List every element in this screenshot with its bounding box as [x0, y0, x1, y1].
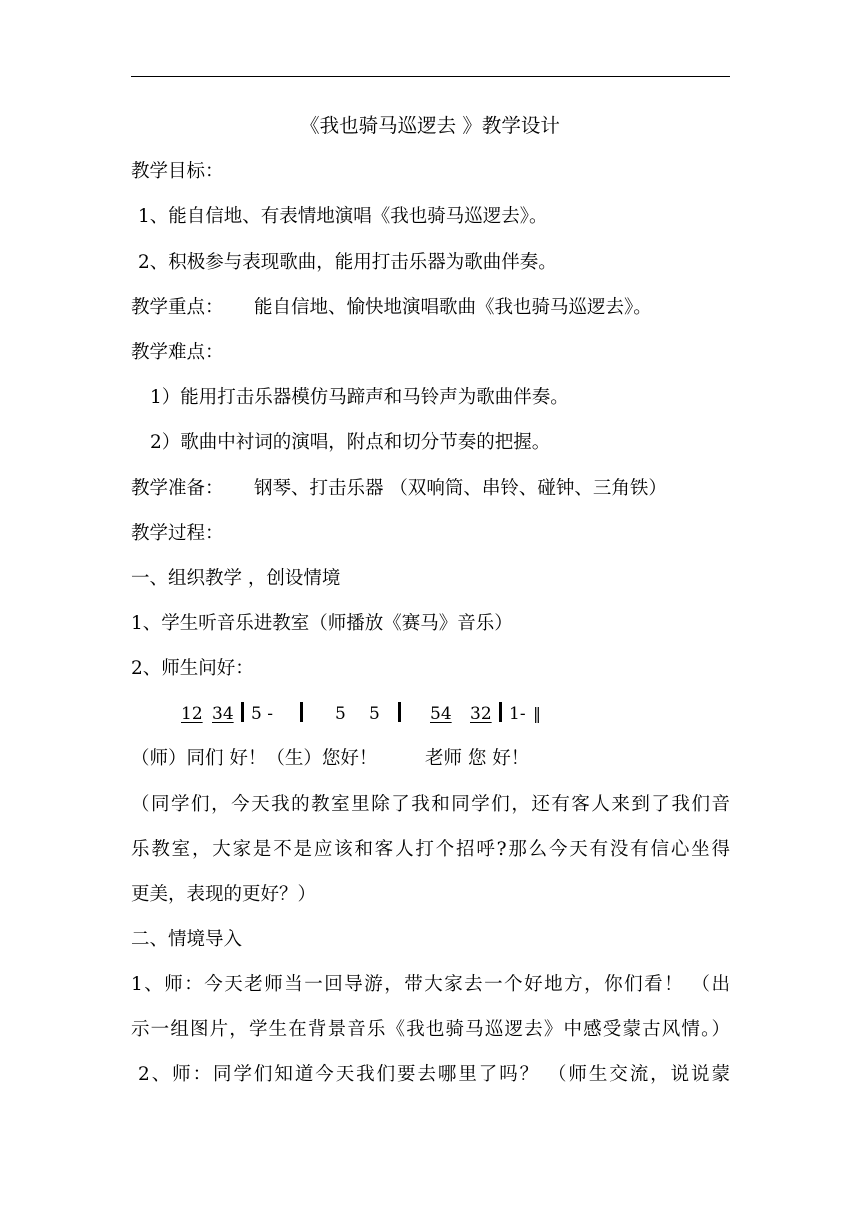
header-rule — [131, 76, 730, 77]
difficulty-item-1: 1）能用打击乐器模仿马蹄声和马铃声为歌曲伴奏。 — [150, 387, 569, 408]
bar-line — [499, 702, 502, 722]
preparation-text: 钢琴、打击乐器 （双响筒、串铃、碰钟、三角铁） — [254, 478, 667, 499]
bar-line — [398, 702, 401, 722]
objective-item-2: 2、积极参与表现歌曲，能用打击乐器为歌曲伴奏。 — [138, 252, 557, 273]
key-point-text: 能自信地、愉快地演唱歌曲《我也骑马巡逻去》。 — [254, 297, 652, 318]
note-group-1-dash: 1- — [509, 704, 526, 724]
difficulty-heading: 教学难点： — [131, 342, 224, 363]
paragraph-line-1: （同学们，今天我的教室里除了我和同学们，还有客人来到了我们音 — [131, 794, 730, 815]
paragraph-line-2: 乐教室，大家是不是应该和客人打个招呼?那么今天有没有信心坐得 — [131, 839, 730, 860]
document-title: 《我也骑马巡逻去 》教学设计 — [300, 114, 560, 137]
note-group-12: 12 — [181, 704, 203, 724]
lyrics-part-1: （师）同们 好！（生）您好！ — [131, 748, 378, 769]
end-double-bar: ‖ — [533, 704, 541, 723]
objective-item-1: 1、能自信地、有表情地演唱《我也骑马巡逻去》。 — [138, 206, 548, 227]
section1-heading: 一、组织教学 ，创设情境 — [131, 568, 341, 589]
objectives-heading: 教学目标： — [131, 161, 224, 182]
section2-line-3: 2、师：同学们知道今天我们要去哪里了吗？ （师生交流，说说蒙 — [138, 1064, 730, 1085]
lyrics-part-2: 老师 您 好！ — [425, 748, 530, 769]
note-group-5-dash: 5 - — [251, 704, 273, 724]
paragraph-line-3: 更美，表现的更好？） — [131, 884, 317, 905]
lyrics-row — [131, 747, 529, 771]
key-point-label: 教学重点： — [131, 297, 224, 318]
preparation-label: 教学准备： — [131, 478, 224, 499]
bar-line — [241, 702, 244, 722]
section2-heading: 二、情境导入 — [131, 929, 243, 950]
section2-line-2: 示一组图片，学生在背景音乐《我也骑马巡逻去》中感受蒙古风情。） — [131, 1019, 730, 1040]
process-heading: 教学过程： — [131, 523, 224, 544]
note-5b: 5 — [369, 704, 380, 724]
note-group-54: 54 — [430, 704, 452, 724]
note-5a: 5 — [335, 704, 346, 724]
preparation-row — [131, 477, 667, 501]
key-point-row — [131, 296, 652, 320]
bar-line — [300, 702, 303, 722]
note-group-32: 32 — [470, 704, 492, 724]
section1-step2: 2、师生问好： — [131, 658, 254, 679]
section1-step1: 1、学生听音乐进教室（师播放《赛马》音乐） — [131, 613, 513, 634]
difficulty-item-2: 2）歌曲中衬词的演唱，附点和切分节奏的把握。 — [150, 432, 551, 453]
section2-line-1: 1、师：今天老师当一回导游，带大家去一个好地方，你们看！ （出 — [131, 974, 730, 995]
note-group-34: 34 — [212, 704, 234, 724]
